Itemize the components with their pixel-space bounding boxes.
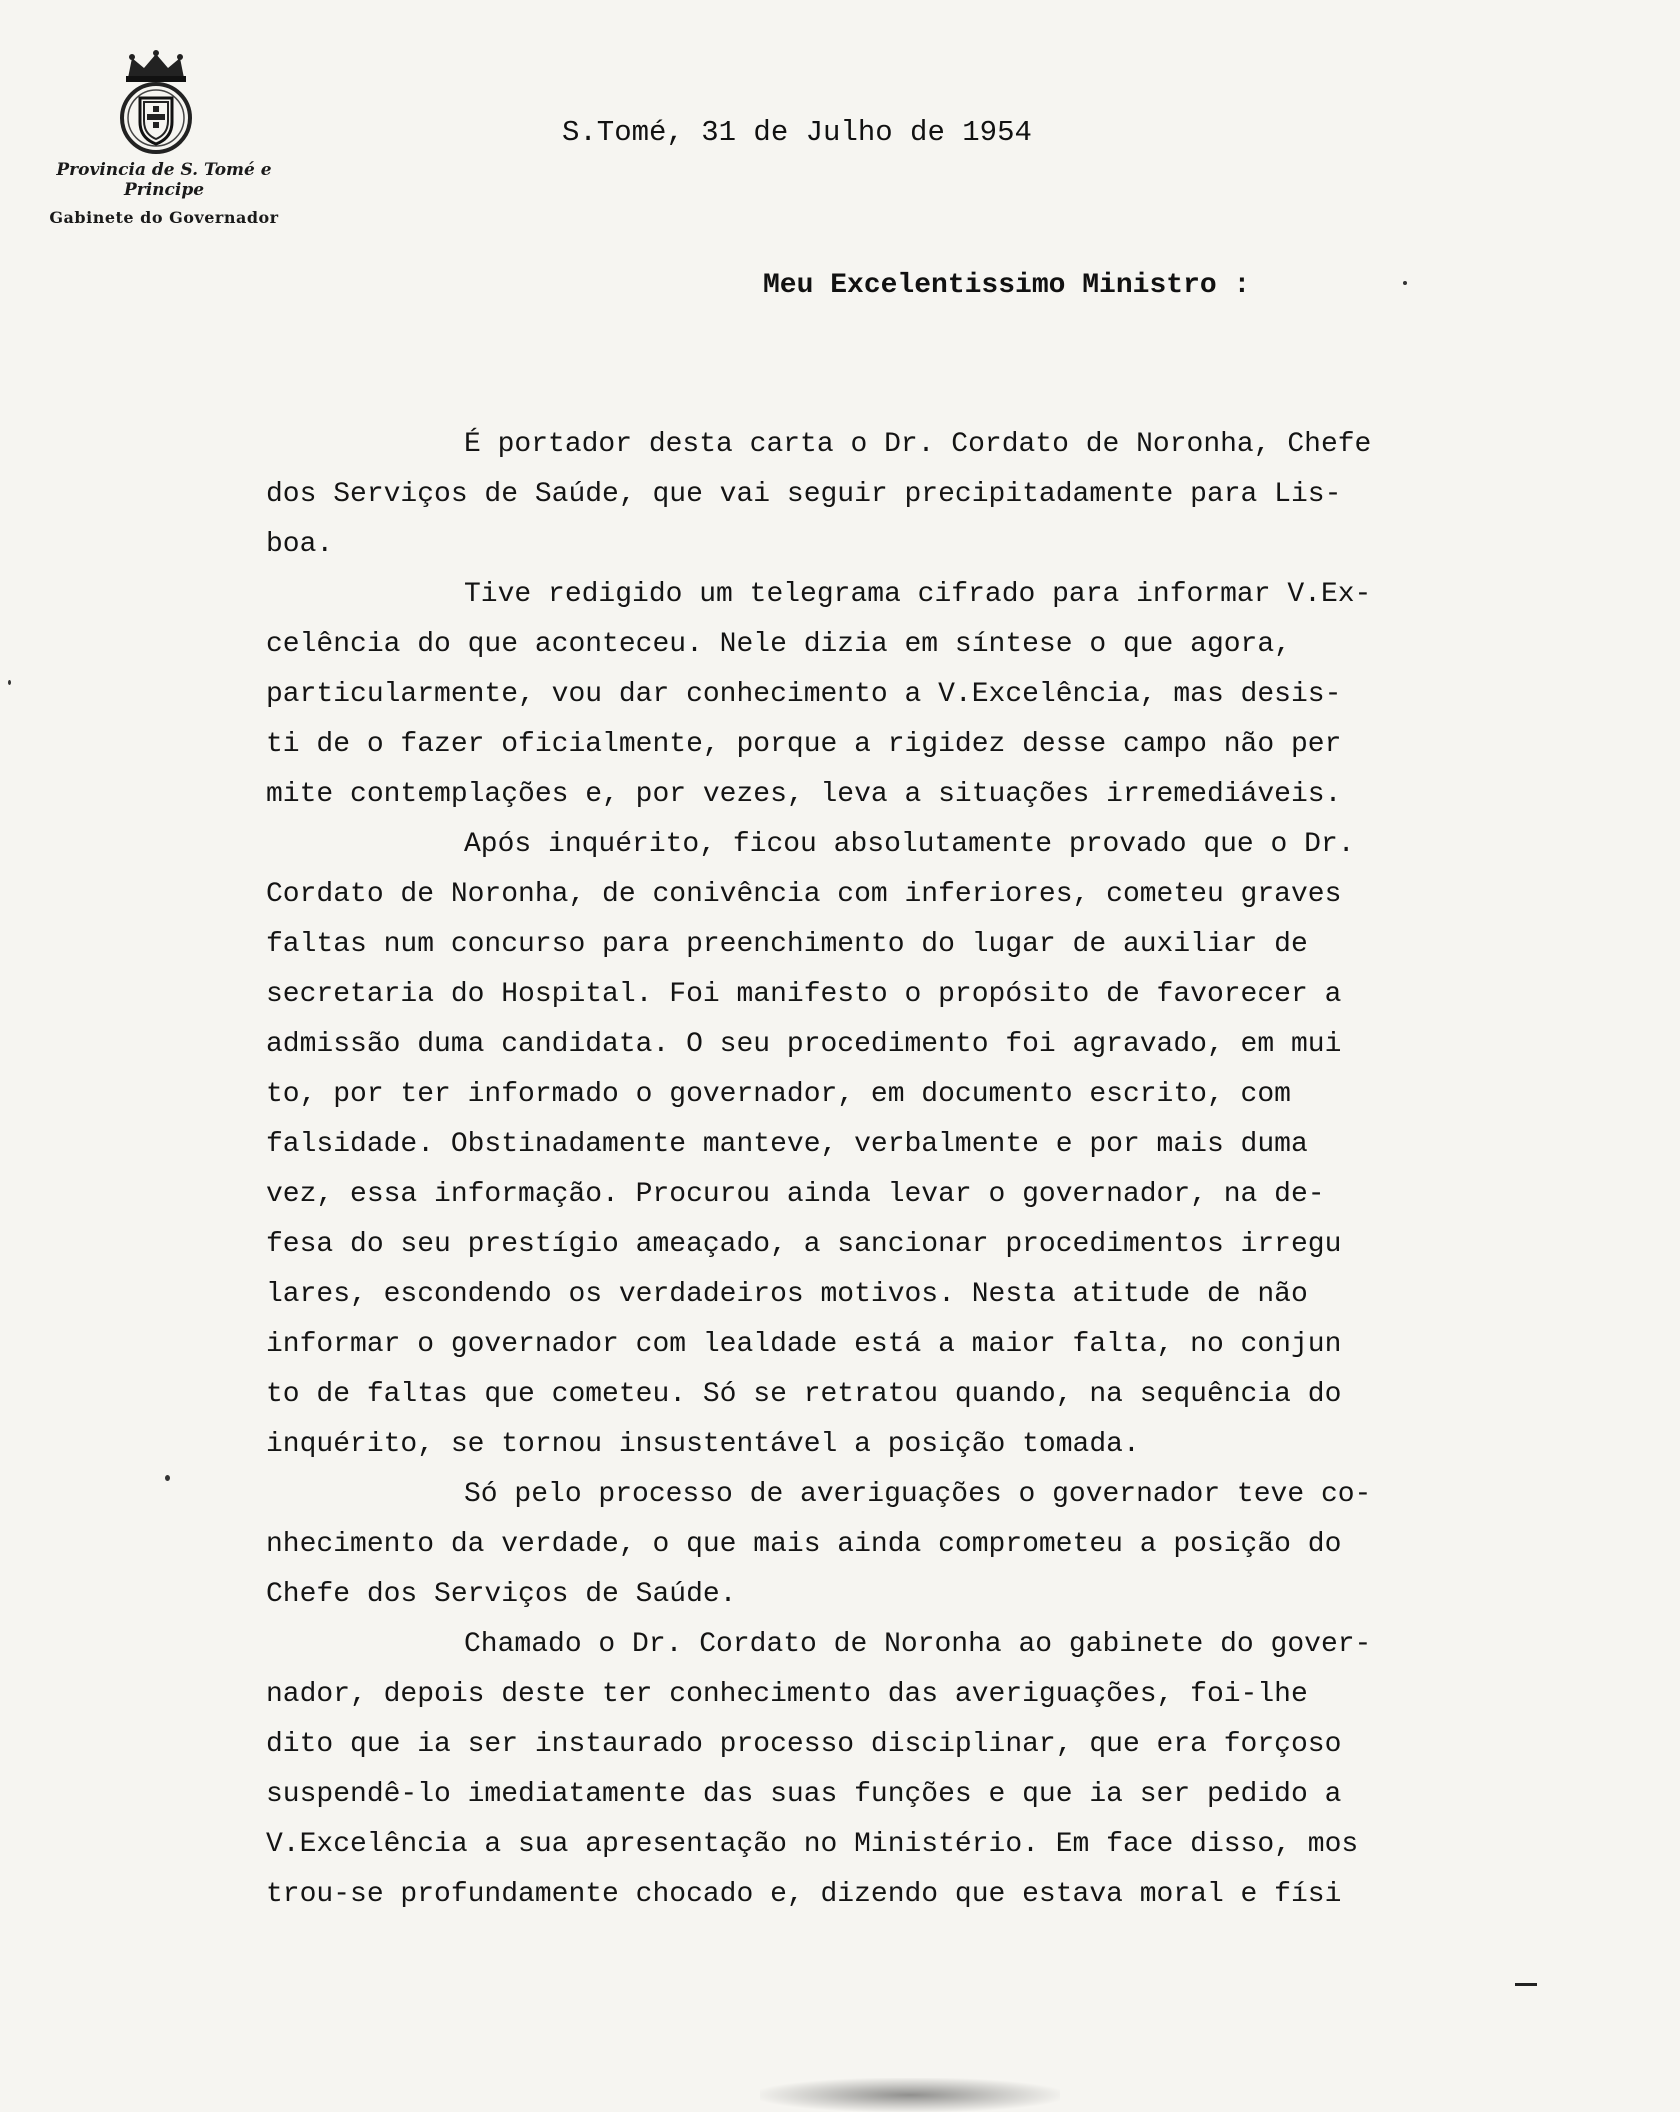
body-line: inquérito, se tornou insustentável a posição tomada. [266, 1429, 1140, 1460]
body-line: to de faltas que cometeu. Só se retratou quando, na sequência do [266, 1379, 1342, 1410]
body-line: informar o governador com lealdade está a maior falta, no conjun [266, 1329, 1342, 1360]
body-line: suspendê-lo imediatamente das suas funções e que ia ser pedido a [266, 1779, 1342, 1810]
province-name: Provincia de S. Tomé e Principe [56, 160, 272, 200]
body-line: Chefe dos Serviços de Saúde. [266, 1579, 737, 1610]
body-line: admissão duma candidata. O seu procedimento foi agravado, em mui [266, 1029, 1342, 1060]
body-line: Cordato de Noronha, de conivência com inferiores, cometeu graves [266, 879, 1342, 910]
body-line: to, por ter informado o governador, em documento escrito, com [266, 1079, 1291, 1110]
body-line: secretaria do Hospital. Foi manifesto o propósito de favorecer a [266, 979, 1342, 1010]
letter-date: S.Tomé, 31 de Julho de 1954 [562, 116, 1032, 149]
body-line: Chamado o Dr. Cordato de Noronha ao gabinete do gover- [464, 1629, 1372, 1660]
body-line: Após inquérito, ficou absolutamente provado que o Dr. [464, 829, 1355, 860]
body-line: nador, depois deste ter conhecimento das averiguações, foi-lhe [266, 1679, 1308, 1710]
body-line: lares, escondendo os verdadeiros motivos. Nesta atitude de não [266, 1279, 1308, 1310]
body-line: celência do que aconteceu. Nele dizia em síntese o que agora, [266, 629, 1291, 660]
body-line: faltas num concurso para preenchimento do lugar de auxiliar de [266, 929, 1308, 960]
body-line: dos Serviços de Saúde, que vai seguir precipitadamente para Lis- [266, 479, 1342, 510]
body-line: falsidade. Obstinadamente manteve, verbalmente e por mais duma [266, 1129, 1308, 1160]
body-line: É portador desta carta o Dr. Cordato de Noronha, Chefe [464, 429, 1372, 460]
underline-mark [1515, 1983, 1537, 1986]
scan-smudge [760, 2078, 1060, 2112]
salutation: Meu Excelentissimo Ministro : [763, 270, 1251, 301]
body-line: particularmente, vou dar conhecimento a V.Excelência, mas desis- [266, 679, 1342, 710]
body-line: Só pelo processo de averiguações o governador teve co- [464, 1479, 1372, 1510]
body-line: fesa do seu prestígio ameaçado, a sancionar procedimentos irregu [266, 1229, 1342, 1260]
ink-speck [8, 680, 11, 685]
ink-speck [165, 1475, 170, 1481]
body-line: mite contemplações e, por vezes, leva a situações irremediáveis. [266, 779, 1342, 810]
cabinet-name: Gabinete do Governador [49, 208, 279, 227]
body-line: ti de o fazer oficialmente, porque a rigidez desse campo não per [266, 729, 1342, 760]
body-line: nhecimento da verdade, o que mais ainda comprometeu a posição do [266, 1529, 1342, 1560]
ink-speck [1403, 281, 1407, 285]
body-line: trou-se profundamente chocado e, dizendo que estava moral e físi [266, 1879, 1342, 1910]
body-line: Tive redigido um telegrama cifrado para informar V.Ex- [464, 579, 1372, 610]
body-line: V.Excelência a sua apresentação no Ministério. Em face disso, mos [266, 1829, 1359, 1860]
body-line: boa. [266, 529, 334, 560]
body-line: vez, essa informação. Procurou ainda levar o governador, na de- [266, 1179, 1325, 1210]
body-line: dito que ia ser instaurado processo disciplinar, que era forçoso [266, 1729, 1342, 1760]
portuguese-coat-of-arms-icon [110, 48, 202, 156]
letterhead [14, 160, 314, 227]
letter-body [266, 420, 1566, 1920]
